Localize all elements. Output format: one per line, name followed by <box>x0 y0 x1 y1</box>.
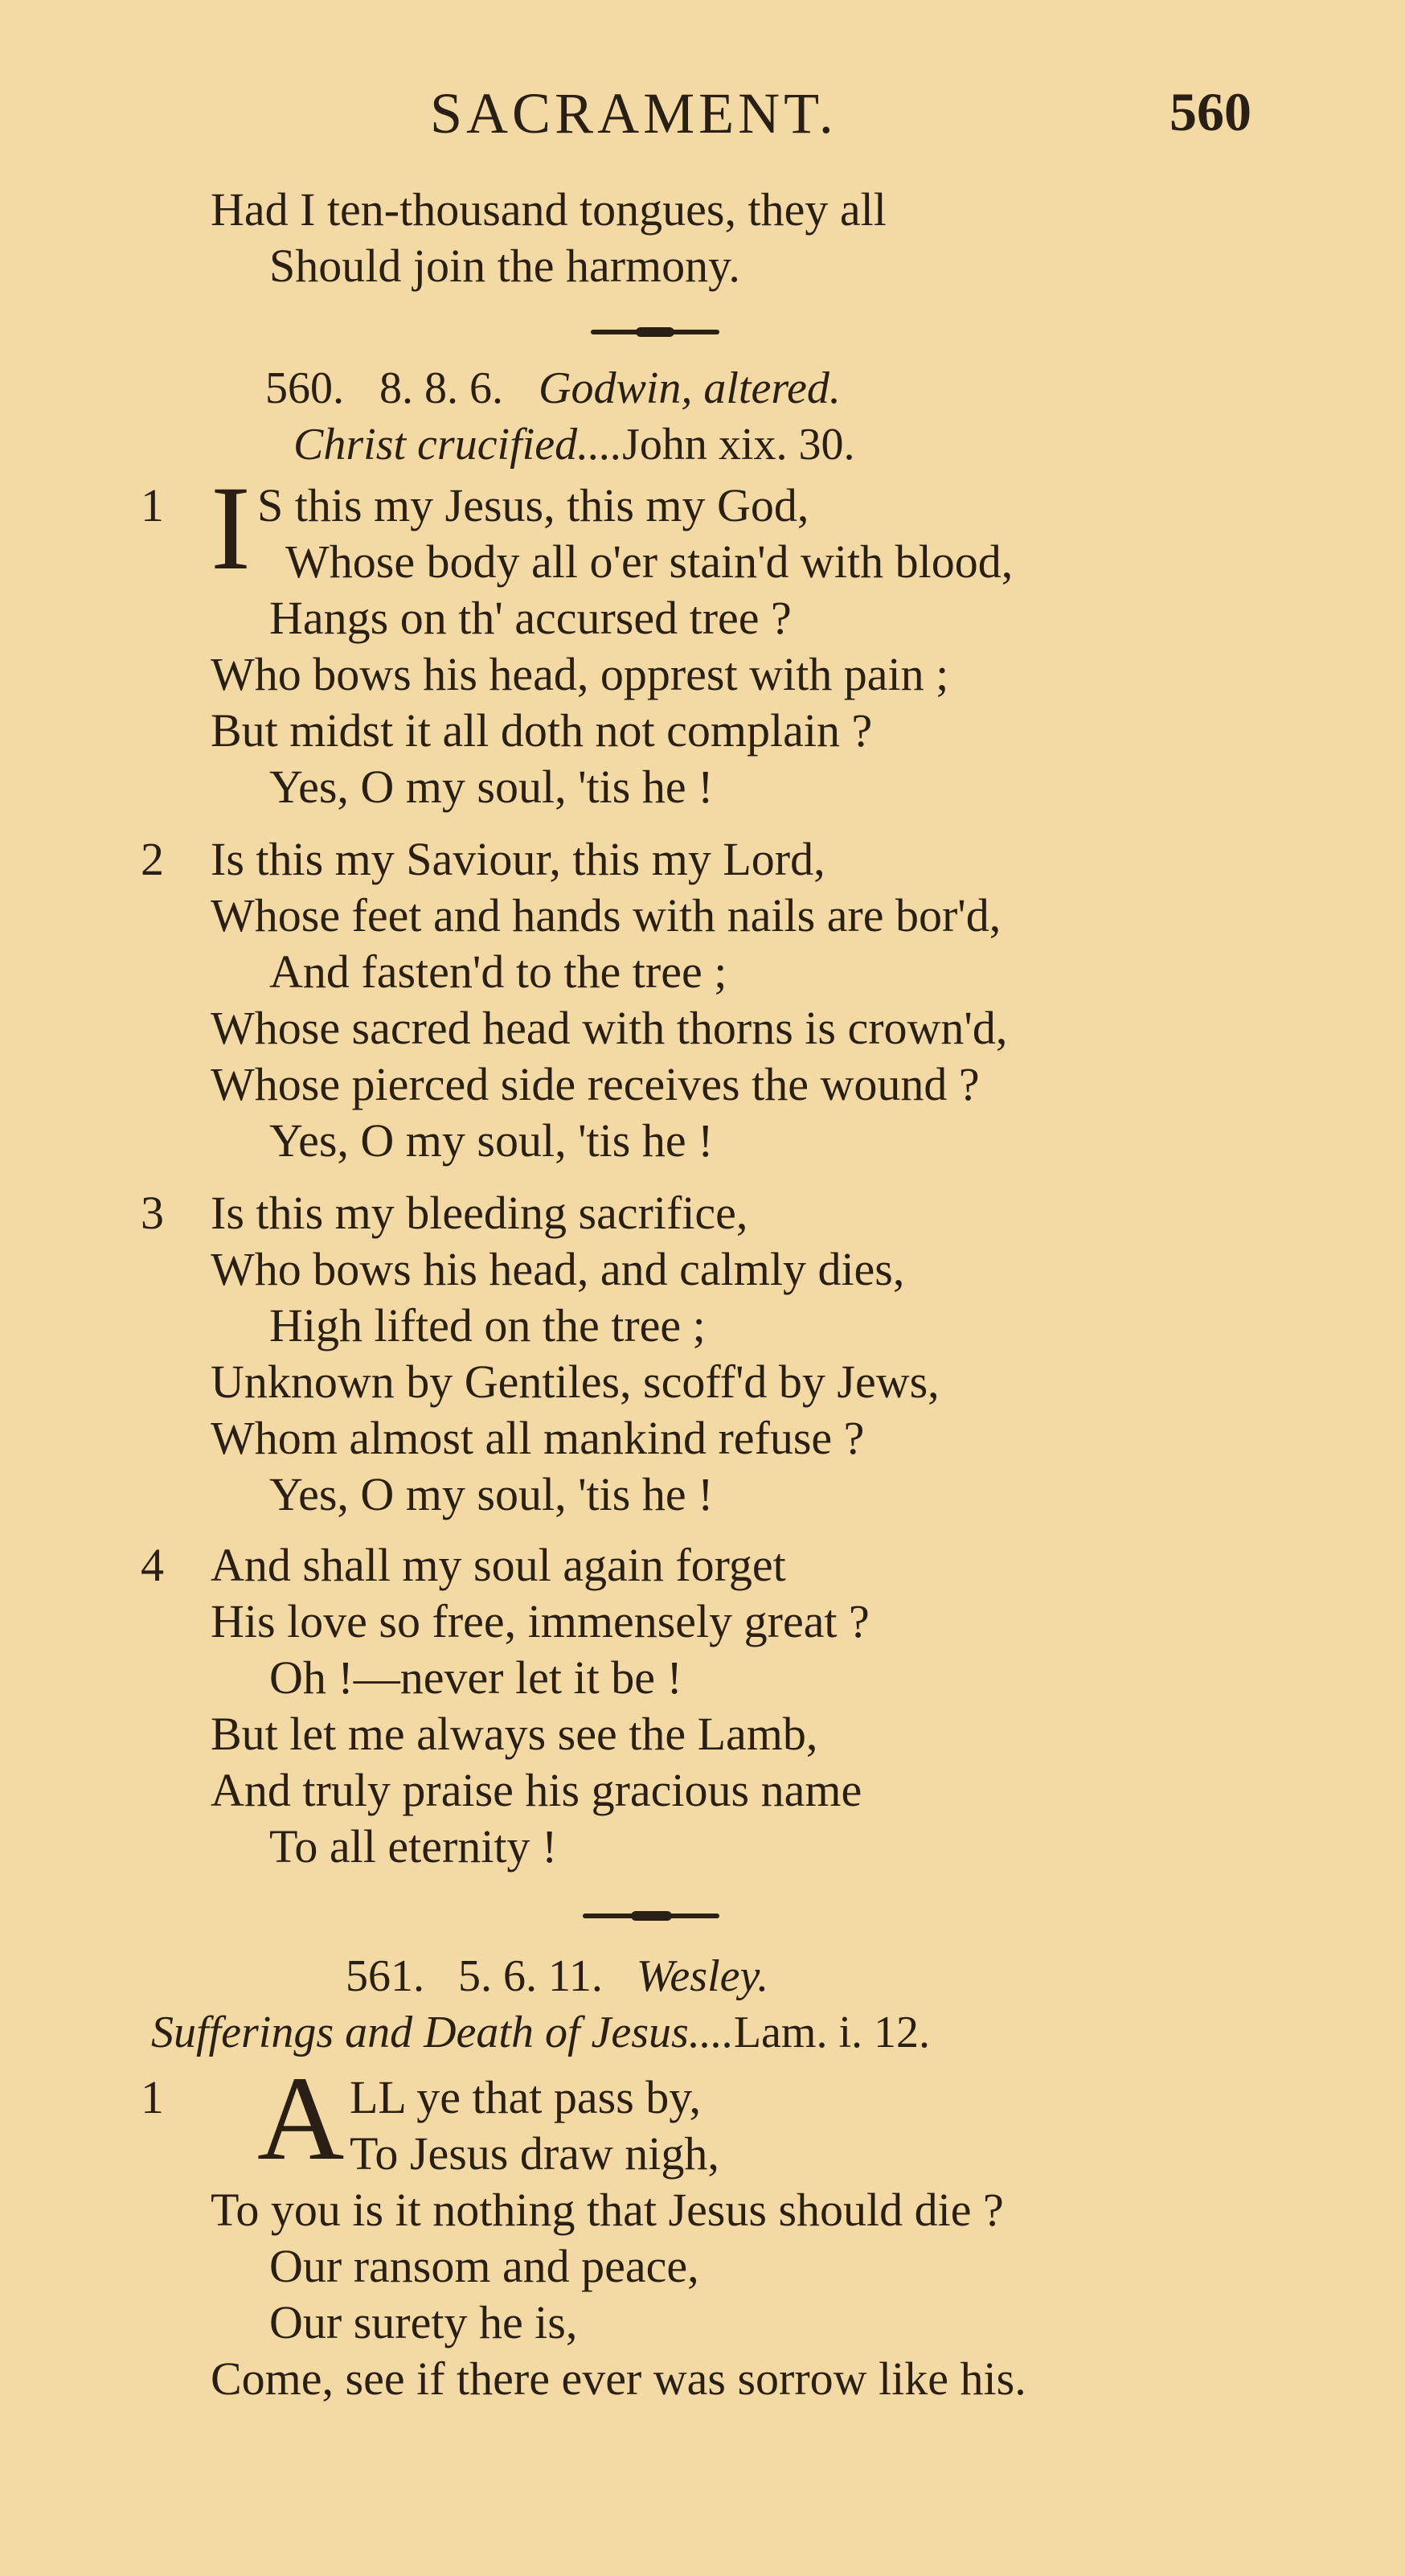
verse-line: Oh !—never let it be ! <box>269 1651 682 1704</box>
verse-line: But midst it all doth not complain ? <box>211 704 873 757</box>
section-divider <box>583 1914 719 1918</box>
verse-line: To you is it nothing that Jesus should die ? <box>211 2184 1004 2236</box>
verse-line: Whose feet and hands with nails are bor'd, <box>211 889 1002 941</box>
hymn-meter: 8. 8. 6. <box>379 363 503 413</box>
stanza-number: 4 <box>141 1539 164 1591</box>
verse-line: And truly praise his gracious name <box>211 1764 862 1816</box>
page-number: 560 <box>1169 81 1251 142</box>
verse-line: LL ye that pass by, <box>350 2071 702 2123</box>
verse-line: Had I ten-thousand tongues, they all <box>211 183 887 236</box>
verse-line: Whose body all o'er stain'd with blood, <box>285 535 1014 588</box>
stanza-number: 2 <box>141 833 164 885</box>
verse-line: Our surety he is, <box>269 2296 578 2348</box>
verse-line: Whom almost all mankind refuse ? <box>211 1412 865 1464</box>
verse-line: Who bows his head, opprest with pain ; <box>211 648 949 700</box>
verse-line: Our ransom and peace, <box>269 2240 699 2292</box>
verse-line: Hangs on th' accursed tree ? <box>269 592 792 644</box>
verse-line: Come, see if there ever was sorrow like his. <box>211 2352 1026 2405</box>
verse-line: Is this my bleeding sacrifice, <box>211 1187 748 1239</box>
verse-line: And shall my soul again forget <box>211 1539 786 1591</box>
verse-line: Should join the harmony. <box>269 240 740 292</box>
verse-line: Unknown by Gentiles, scoff'd by Jews, <box>211 1356 940 1408</box>
verse-line: To all eternity ! <box>269 1820 558 1873</box>
hymn-subject: Christ crucified.... <box>293 420 623 470</box>
hymn-subject-561 <box>151 2010 930 2055</box>
verse-line: But let me always see the Lamb, <box>211 1708 818 1760</box>
verse-line: Yes, O my soul, 'tis he ! <box>269 1468 714 1520</box>
page-header <box>0 80 1405 153</box>
verse-line: And fasten'd to the tree ; <box>269 945 727 998</box>
hymn-subject-560 <box>293 420 855 470</box>
verse-line: Who bows his head, and calmly dies, <box>211 1243 905 1295</box>
stanza-number: 3 <box>141 1187 164 1239</box>
verse-line: Is this my Saviour, this my Lord, <box>211 833 825 885</box>
drop-capital: I <box>211 461 251 595</box>
hymn-number: 560. <box>265 363 344 413</box>
hymn-reference: Lam. i. 12. <box>733 2008 931 2057</box>
verse-line: To Jesus draw nigh, <box>350 2127 719 2180</box>
hymn-author: Wesley. <box>636 1951 769 2001</box>
hymn-number: 561. <box>346 1951 424 2001</box>
hymn-heading-560 <box>265 363 841 413</box>
drop-capital: A <box>257 2052 345 2185</box>
stanza-number: 1 <box>141 2071 164 2123</box>
hymn-reference: John xix. 30. <box>622 420 855 470</box>
stanza-number: 1 <box>141 479 164 531</box>
verse-line: Yes, O my soul, 'tis he ! <box>269 1114 714 1167</box>
verse-line: High lifted on the tree ; <box>269 1299 706 1352</box>
verse-line: His love so free, immensely great ? <box>211 1595 870 1647</box>
verse-line: Whose sacred head with thorns is crown'd, <box>211 1002 1008 1054</box>
hymn-meter: 5. 6. 11. <box>458 1951 603 2001</box>
section-divider <box>591 330 719 334</box>
hymn-heading-561 <box>346 1951 769 2001</box>
verse-line: S this my Jesus, this my God, <box>257 479 809 531</box>
running-title: SACRAMENT. <box>430 81 838 146</box>
hymn-author: Godwin, altered. <box>539 363 841 413</box>
hymn-subject: Sufferings and Death of Jesus.... <box>151 2008 734 2057</box>
verse-line: Whose pierced side receives the wound ? <box>211 1058 980 1110</box>
verse-line: Yes, O my soul, 'tis he ! <box>269 761 714 813</box>
